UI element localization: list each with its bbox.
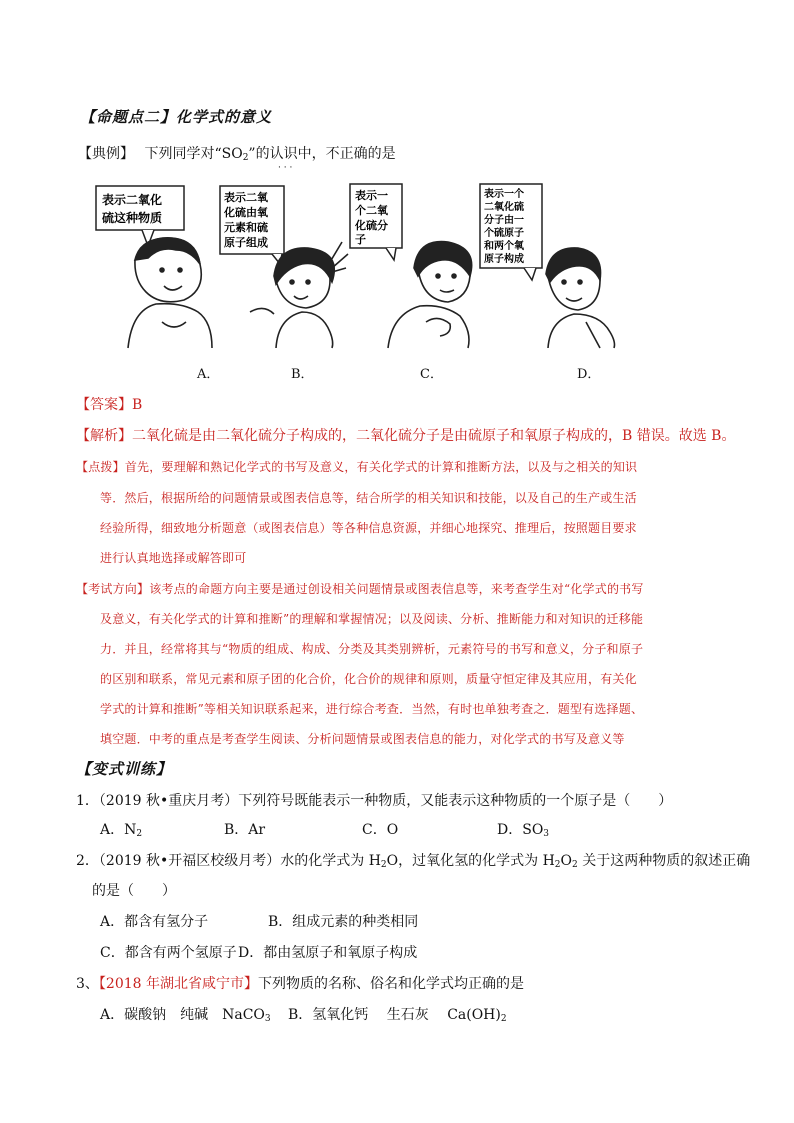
answer-label: 【答案】 (76, 397, 132, 413)
direction-line-4: 的区别和联系，常见元素和原子团的化合价，化合价的规律和原则，质量守恒定律及其应用，有关化 (100, 672, 637, 686)
q3-option-a: A．碳酸钠 纯碱 NaCO$_3$ (100, 1007, 271, 1024)
q2-stem: 2．（2019 秋•开福区校级月考）水的化学式为 $H_2O$，过氧化氢的化学式为 $H_2O_2$ 关于这两种物质的叙述正确 (76, 853, 751, 870)
option-label-c: C． (420, 367, 443, 382)
practice-title: 【变式训练】 (76, 760, 173, 778)
direction-text-1: 该考点的命题方向主要是通过创设相关问题情景或图表信息等，来考查学生对“化学式的书写 (149, 582, 644, 596)
bubble-b-line-3: 元素和硫 (224, 221, 268, 234)
direction-label: 【考试方向】 (76, 582, 150, 596)
bubble-c-line-2: 个二氧 (355, 204, 388, 217)
q3-tag: 【2018 年湖北省咸宁市】 (98, 976, 259, 992)
student-d-figure (546, 248, 615, 348)
q3-text: 下列物质的名称、俗名和化学式均正确的是 (258, 976, 525, 992)
direction-line-1 (76, 580, 644, 597)
question-after: ”的认识中，不正确的是 (248, 146, 396, 162)
question-sub: 2 (242, 153, 249, 163)
q3-number: 3、 (76, 976, 99, 992)
q2-stem-continued: 的是（ ） (92, 883, 176, 899)
q1-option-a: A．$N_2$ (100, 822, 143, 839)
student-c-figure (388, 242, 472, 348)
q2-option-b: B．组成元素的种类相同 (268, 914, 419, 930)
analysis-label: 【解析】 (76, 428, 132, 444)
section-title: 【命题点二】化学式的意义 (80, 108, 273, 126)
tips-label: 【点拨】 (76, 460, 125, 474)
example-label: 【典例】 (78, 146, 134, 162)
student-b-figure (250, 242, 348, 348)
bubble-d-line-2: 二氧化硫 (484, 202, 524, 213)
option-label-d: D． (577, 367, 601, 382)
tips-line-3: 经验所得，细致地分析题意（或图表信息）等各种信息资源，并细心地探究、推理后，按照题目要求 (100, 521, 637, 535)
bubble-a-line-1: 表示二氧化 (102, 193, 163, 207)
tips-text-1: 首先，要理解和熟记化学式的书写及意义，有关化学式的计算和推断方法，以及与之相关的知识 (124, 460, 638, 474)
bubble-b-line-1: 表示二氧 (224, 191, 268, 204)
q3-option-b: B．氢氧化钙 生石灰 $Ca(OH)_2$ (288, 1007, 507, 1024)
emphasis-dots: · · · (278, 163, 293, 173)
tips-line-2: 等．然后，根据所给的问题情景或图表信息等，结合所学的相关知识和技能，以及自己的生产或生活 (100, 491, 637, 505)
student-a-figure (128, 238, 212, 348)
bubble-d-line-6: 原子构成 (484, 254, 524, 265)
speech-bubble-d (480, 184, 542, 280)
speech-bubble-b (220, 186, 284, 264)
answer-value: B (132, 397, 143, 413)
direction-line-5: 学式的计算和推断”等相关知识联系起来，进行综合考查．当然，有时也单独考查之．题型有选择题、 (100, 702, 644, 716)
bubble-c-line-3: 化硫分 (355, 219, 388, 232)
q1-stem (76, 790, 672, 810)
option-label-a: A． (197, 367, 220, 382)
direction-line-6: 填空题．中考的重点是考查学生阅读、分析问题情景或图表信息的能力，对化学式的书写及意义等 (100, 732, 625, 746)
q1-text: （2019 秋•重庆月考）下列符号既能表示一种物质，又能表示这种物质的一个原子是（ ） (98, 793, 673, 809)
example-question (78, 143, 396, 163)
question-before: 下列同学对“SO (144, 146, 243, 162)
direction-line-3: 力．并且，经常将其与“物质的组成、构成、分类及其类别辨析，元素符号的书写和意义，分子和原子 (100, 642, 644, 656)
answer-line (76, 394, 142, 414)
analysis-text: 二氧化硫是由二氧化硫分子构成的，二氧化硫分子是由硫原子和氧原子构成的，B 错误。故选 B。 (132, 428, 736, 444)
tips-line-1 (76, 458, 637, 475)
bubble-d-line-1: 表示一个 (484, 189, 524, 200)
q1-option-c: C．O (362, 822, 399, 838)
tips-line-4: 进行认真地选择或解答即可 (100, 551, 247, 565)
q1-option-d: D．$SO_3$ (497, 822, 550, 839)
q2-number: 2． (76, 853, 99, 869)
q1-option-b: B．Ar (224, 822, 266, 838)
bubble-c-line-4: 子 (355, 233, 366, 246)
q3-stem (76, 973, 524, 993)
bubble-c-line-1: 表示一 (355, 189, 388, 202)
bubble-d-line-4: 个硫原子 (484, 228, 524, 239)
speech-bubble-c (350, 184, 402, 260)
bubble-b-line-4: 原子组成 (224, 236, 268, 249)
option-label-b: B． (291, 367, 314, 382)
analysis-line (76, 425, 735, 445)
students-illustration (80, 172, 640, 352)
q2-option-a: A．都含有氢分子 (100, 914, 209, 930)
q1-number: 1． (76, 793, 99, 809)
bubble-a-line-2: 硫这种物质 (102, 211, 163, 225)
speech-bubble-a (96, 186, 184, 246)
q2-option-d: D．都由氢原子和氧原子构成 (238, 945, 418, 961)
direction-line-2: 及意义，有关化学式的计算和推断”的理解和掌握情况；以及阅读、分析、推断能力和对知识的迁移能 (100, 612, 644, 626)
bubble-d-line-3: 分子由一 (484, 215, 524, 226)
bubble-b-line-2: 化硫由氧 (224, 206, 268, 219)
bubble-d-line-5: 和两个氧 (484, 241, 524, 252)
q2-option-c: C．都含有两个氢原子 (100, 945, 237, 961)
